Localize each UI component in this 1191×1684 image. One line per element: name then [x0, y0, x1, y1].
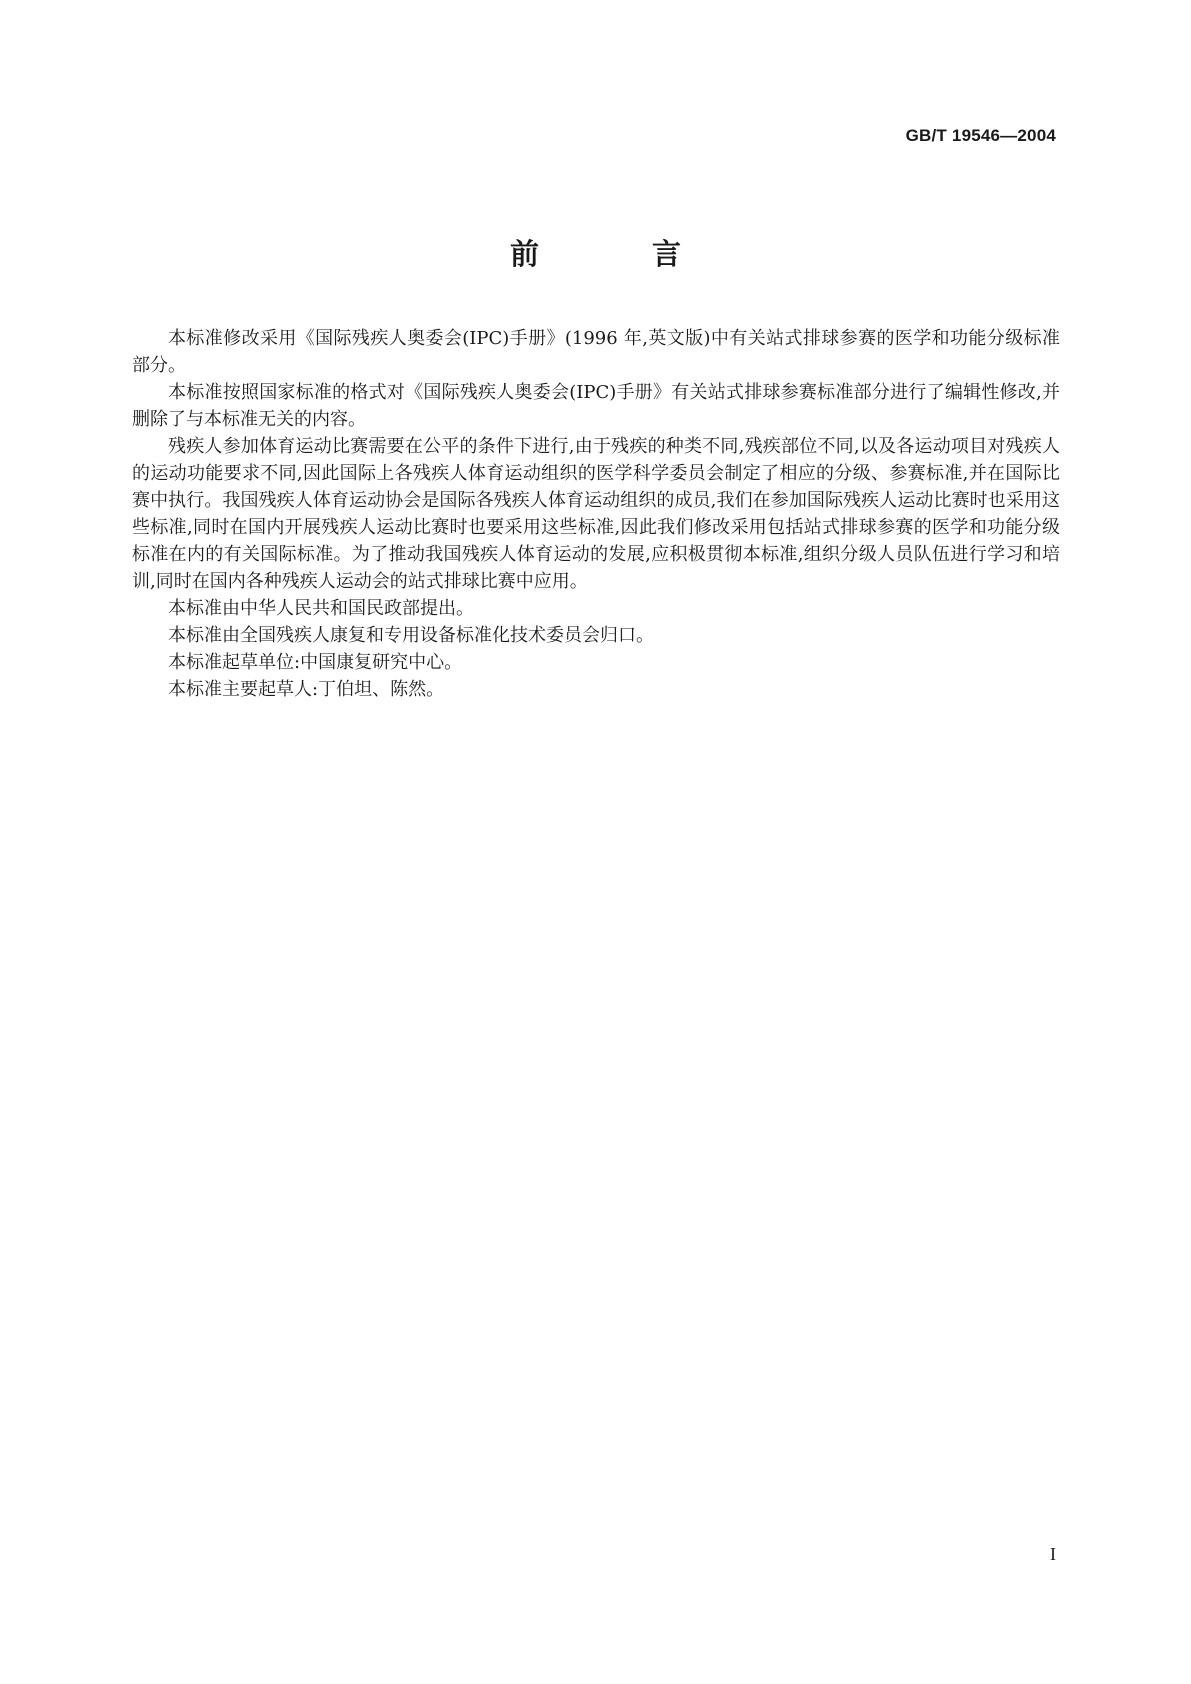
- paragraph-proposer: 本标准由中华人民共和国民政部提出。: [168, 598, 474, 619]
- paragraph-background: 残疾人参加体育运动比赛需要在公平的条件下进行,由于残疾的种类不同,残疾部位不同,以及各运动项目对残疾人的运动功能要求不同,因此国际上各残疾人体育运动组织的医学科学委员会制定了相应的分级、参赛标准,并在国际比赛中执行。我国残疾人体育运动协会是国际各残疾人体育运动组织的成员,我们在参加国际残疾人运动比赛时也采用这些标准,同时在国内开展残疾人运动比赛时也要采用这些标准,因此我们修改采用包括站式排球参赛的医学和功能分级标准在内的有关国际标准。为了推动我国残疾人体育运动的发展,应积极贯彻本标准,组织分级人员队伍进行学习和培训,同时在国内各种残疾人运动会的站式排球比赛中应用。: [132, 436, 1060, 592]
- paragraph-adoption: 本标准修改采用《国际残疾人奥委会(IPC)手册》(1996 年,英文版)中有关站式排球参赛的医学和功能分级标准部分。: [132, 328, 1060, 376]
- paragraph-committee: 本标准由全国残疾人康复和专用设备标准化技术委员会归口。: [168, 625, 654, 646]
- foreword-body: [132, 325, 1060, 703]
- page-title: 前 言: [509, 237, 723, 271]
- paragraph-drafting-unit: 本标准起草单位:中国康复研究中心。: [168, 652, 463, 673]
- page-number: I: [1050, 1544, 1056, 1564]
- paragraph-editorial: 本标准按照国家标准的格式对《国际残疾人奥委会(IPC)手册》有关站式排球参赛标准部分进行了编辑性修改,并删除了与本标准无关的内容。: [132, 382, 1060, 430]
- standard-code: GB/T 19546—2004: [905, 126, 1056, 145]
- paragraph-drafters: 本标准主要起草人:丁伯坦、陈然。: [168, 679, 445, 700]
